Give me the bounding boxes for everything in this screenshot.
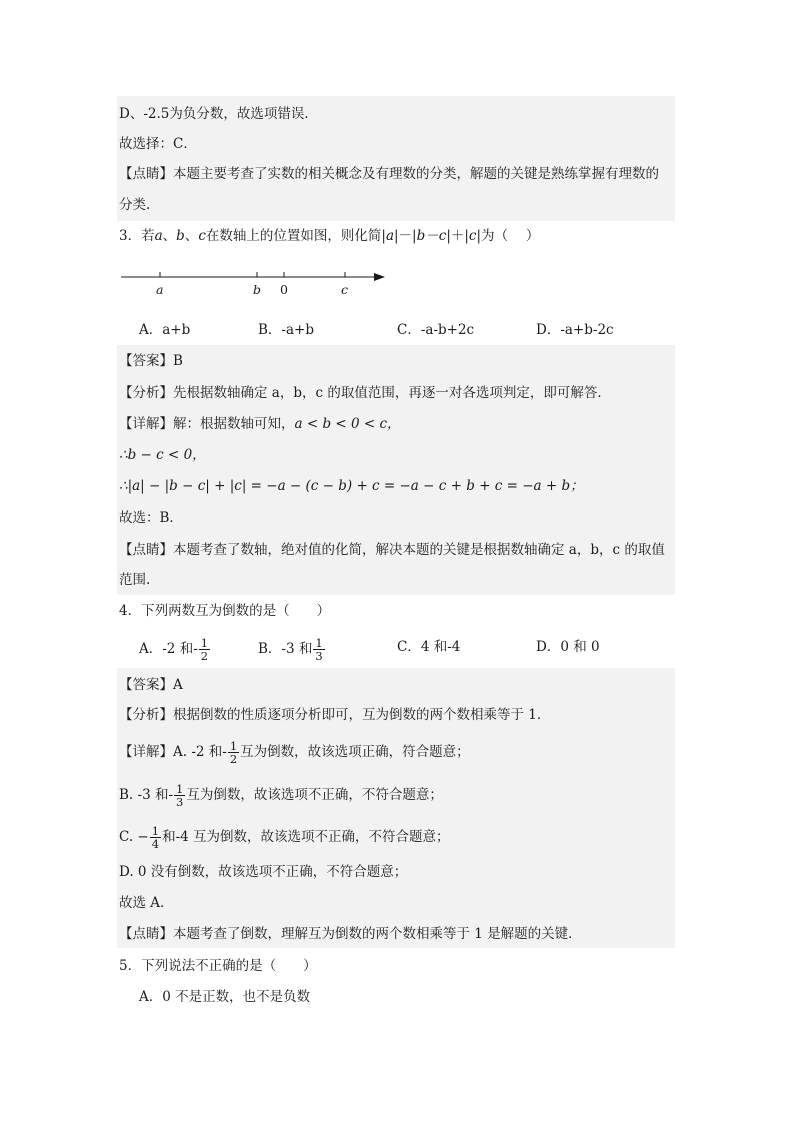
q2-comment-line1: 【点睛】本题主要考查了实数的相关概念及有理数的分类，解题的关键是熟练掌握有理数的	[119, 166, 659, 182]
q4-answer: 【答案】A	[119, 677, 183, 693]
axis-label-c: c	[341, 282, 349, 297]
q3-option-a: A．a+b	[139, 322, 191, 338]
q4-detail-b: B. -3 和- $\frac{1}{3}$ 互为倒数，故该选项不正确，不符合题意；	[119, 782, 443, 809]
q5-option-a: A．0 不是正数，也不是负数	[139, 989, 311, 1005]
fraction-one-half: $\frac{1}{2}$	[200, 636, 209, 663]
q2-comment-line2: 分类.	[119, 197, 151, 213]
q4-detail-d: D. 0 没有倒数，故该选项不正确，不符合题意；	[119, 864, 408, 880]
q4-option-d: D．0 和 0	[536, 639, 600, 655]
q3-analysis: 【分析】先根据数轴确定 a，b，c 的取值范围，再逐一对各选项判定，即可解答．	[119, 385, 611, 401]
q3-comment-line1: 【点睛】本题考查了数轴，绝对值的化简，解决本题的关键是根据数轴确定 a，b，c 的取值	[119, 542, 665, 558]
q4-comment: 【点睛】本题考查了倒数，理解互为倒数的两个数相乘等于 1 是解题的关键．	[119, 926, 582, 942]
fraction-one-third: $\frac{1}{3}$	[176, 782, 184, 809]
q3-detail-line1: 【详解】解：根据数轴可知，a < b < 0 < c，	[119, 416, 401, 432]
q3-stem: 3．若a、b、c在数轴上的位置如图，则化简|a|－|b－c|＋|c|为（ ）	[119, 228, 540, 244]
q3-detail-line3: ∴|a| − |b − c| + |c| = −a − (c − b) + c = −a − c + b + c = −a + b；	[119, 478, 584, 494]
q5-stem: 5．下列说法不正确的是（ ）	[119, 958, 317, 974]
q3-choice: 故选：B．	[119, 510, 183, 526]
q4-option-b: B．-3 和 $\frac{1}{3}$	[258, 636, 323, 663]
q3-option-c: C．-a-b+2c	[397, 322, 475, 338]
q4-option-c: C．4 和-4	[397, 639, 461, 655]
q3-option-d: D．-a+b-2c	[536, 322, 614, 338]
fraction-one-half: $\frac{1}{2}$	[229, 739, 238, 766]
q4-detail-a: 【详解】A. -2 和- $\frac{1}{2}$ 互为倒数，故该选项正确，符合题意；	[119, 739, 470, 766]
q3-detail-line2: ∴b − c < 0，	[119, 447, 206, 463]
q4-analysis: 【分析】根据倒数的性质逐项分析即可，互为倒数的两个数相乘等于 1．	[119, 707, 551, 723]
q4-stem: 4．下列两数互为倒数的是（ ）	[119, 603, 331, 619]
axis-label-b: b	[253, 282, 262, 297]
axis-label-a: a	[156, 282, 164, 297]
q2-choice: 故选择：C．	[119, 136, 197, 152]
q3-option-b: B．-a+b	[258, 322, 314, 338]
q3-answer: 【答案】B	[119, 353, 183, 369]
axis-label-zero: 0	[280, 282, 288, 297]
fraction-one-third: $\frac{1}{3}$	[315, 636, 323, 663]
q4-choice: 故选 A．	[119, 895, 174, 911]
q4-detail-c: C. − $\frac{1}{4}$ 和-4 互为倒数，故该选项不正确，不符合题意；	[119, 824, 450, 851]
q3-comment-line2: 范围.	[119, 572, 151, 588]
fraction-one-quarter: $\frac{1}{4}$	[151, 824, 160, 851]
q2-option-d-explanation: D、-2.5为负分数，故选项错误．	[119, 106, 318, 122]
q4-option-a: A．-2 和- $\frac{1}{2}$	[139, 636, 209, 663]
